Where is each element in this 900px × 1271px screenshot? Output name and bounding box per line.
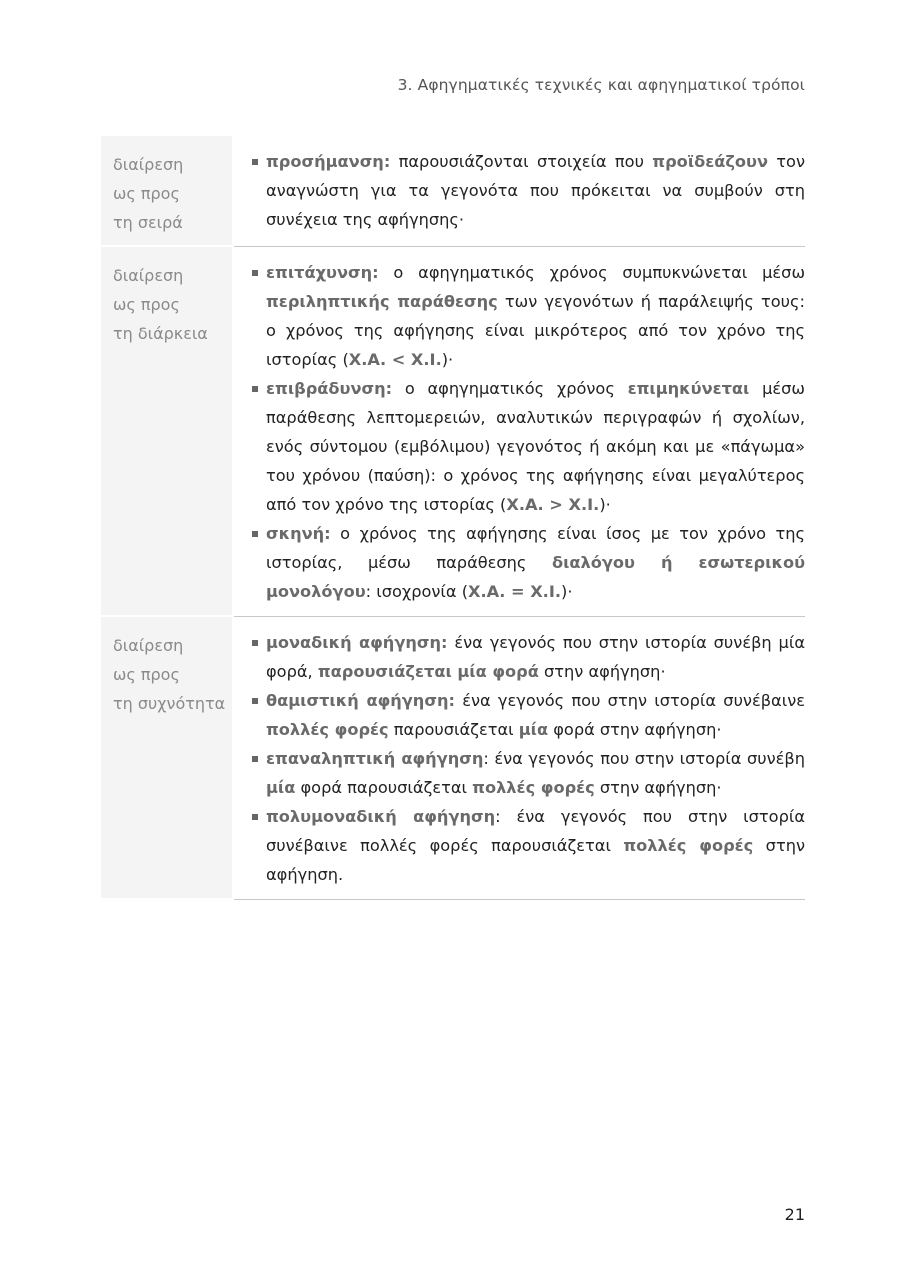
row-content	[234, 617, 805, 900]
item-text: )·	[599, 495, 611, 514]
table-row	[101, 617, 805, 900]
row-label-line: διαίρεση	[113, 155, 184, 174]
item-text: παρουσιάζεται	[388, 720, 519, 739]
bullet-list	[252, 258, 805, 606]
term: πολλές φορές	[623, 836, 754, 855]
row-label-line: τη διάρκεια	[113, 324, 208, 343]
row-label	[101, 136, 232, 247]
row-label	[101, 617, 232, 900]
term: θαμιστική αφήγηση:	[266, 691, 455, 710]
definitions-table	[101, 136, 805, 900]
item-text: παρουσιάζονται στοιχεία που	[390, 152, 653, 171]
running-head: 3. Αφηγηματικές τεχνικές και αφηγηματικοί τρόποι	[397, 76, 805, 94]
list-item	[252, 802, 805, 889]
item-text: φορά παρουσιάζεται	[295, 778, 473, 797]
row-label-line: διαίρεση	[113, 266, 184, 285]
term: μία	[518, 720, 549, 739]
row-content	[234, 136, 805, 247]
item-text: ένα γεγονός που στην ιστορία συνέβαινε	[454, 691, 805, 710]
term: επαναληπτική αφήγηση	[266, 749, 484, 768]
term: προϊδεάζουν	[652, 152, 768, 171]
item-text: : ένα γεγονός που στην ιστορία συνέβαινε πολλές φορές παρουσιάζεται	[266, 807, 805, 855]
item-text: )·	[561, 582, 573, 601]
term: διαλόγου ή εσωτερικού μονολόγου	[266, 553, 806, 601]
item-text: των γεγονότων ή παράλειψής τους: ο χρόνος της αφήγησης είναι μικρότερος από τον χρόνο της ιστορίας (	[266, 292, 806, 369]
row-label-line: ως προς	[113, 184, 180, 203]
list-item	[252, 519, 805, 606]
table-row	[101, 247, 805, 617]
list-item	[252, 147, 805, 234]
row-label-line: τη συχνότητα	[113, 694, 226, 713]
item-text: ένα γεγονός που στην ιστορία συνέβη μία φορά,	[266, 633, 806, 681]
row-label-line: διαίρεση	[113, 636, 184, 655]
term: περιληπτικής παράθεσης	[266, 292, 498, 311]
item-text: ο χρόνος της αφήγησης είναι ίσος με τον χρόνο της ιστορίας, μέσω παράθεσης	[266, 524, 805, 572]
term: μία	[266, 778, 296, 797]
row-label-line: τη σειρά	[113, 213, 183, 232]
bullet-list	[252, 147, 805, 234]
bullet-list	[252, 628, 805, 889]
term: επιτάχυνση:	[266, 263, 379, 282]
list-item	[252, 374, 805, 519]
term: Χ.Α. = Χ.Ι.	[468, 582, 561, 601]
item-text: )·	[441, 350, 454, 369]
list-item	[252, 686, 805, 744]
list-item	[252, 258, 805, 374]
row-label-line: ως προς	[113, 295, 180, 314]
item-text: στην αφήγηση·	[594, 778, 722, 797]
row-label	[101, 247, 232, 617]
term: σκηνή:	[266, 524, 331, 543]
item-text: ο αφηγηματικός χρόνος	[392, 379, 628, 398]
item-text: : ισοχρονία (	[365, 582, 469, 601]
item-text: φορά στην αφήγηση·	[548, 720, 722, 739]
item-text: στην αφήγηση·	[538, 662, 666, 681]
page-number: 21	[784, 1205, 805, 1224]
item-text: : ένα γεγονός που στην ιστορία συνέβη	[483, 749, 805, 768]
term: παρουσιάζεται μία φορά	[317, 662, 539, 681]
list-item	[252, 744, 805, 802]
term: Χ.Α. < Χ.Ι.	[348, 350, 442, 369]
term: προσήμανση:	[266, 152, 391, 171]
term: πολυμοναδική αφήγηση	[266, 807, 496, 826]
term: επιβράδυνση:	[266, 379, 393, 398]
item-text: τον αναγνώστη για τα γεγονότα που πρόκειται να συμβούν στη συνέχεια της αφήγησης·	[266, 152, 805, 229]
term: πολλές φορές	[472, 778, 595, 797]
item-text: μέσω παράθεσης λεπτομερειών, αναλυτικών περιγραφών ή σχολίων, ενός σύντομου (εμβόλιμου) γεγονότος ή ακόμη και με «πάγωμα» του χρόνου (παύση): ο χρόνος της αφήγησης είναι μεγαλύτερος από τον χρόνο της ιστορίας (	[266, 379, 805, 514]
list-item	[252, 628, 805, 686]
term: επιμηκύνεται	[627, 379, 750, 398]
term: Χ.Α. > Χ.Ι.	[506, 495, 600, 514]
item-text: στην αφήγηση.	[266, 836, 805, 884]
row-content	[234, 247, 805, 617]
row-label-line: ως προς	[113, 665, 180, 684]
table-row	[101, 136, 805, 247]
term: μοναδική αφήγηση:	[266, 633, 448, 652]
item-text: ο αφηγηματικός χρόνος συμπυκνώνεται μέσω	[378, 263, 805, 282]
term: πολλές φορές	[266, 720, 389, 739]
